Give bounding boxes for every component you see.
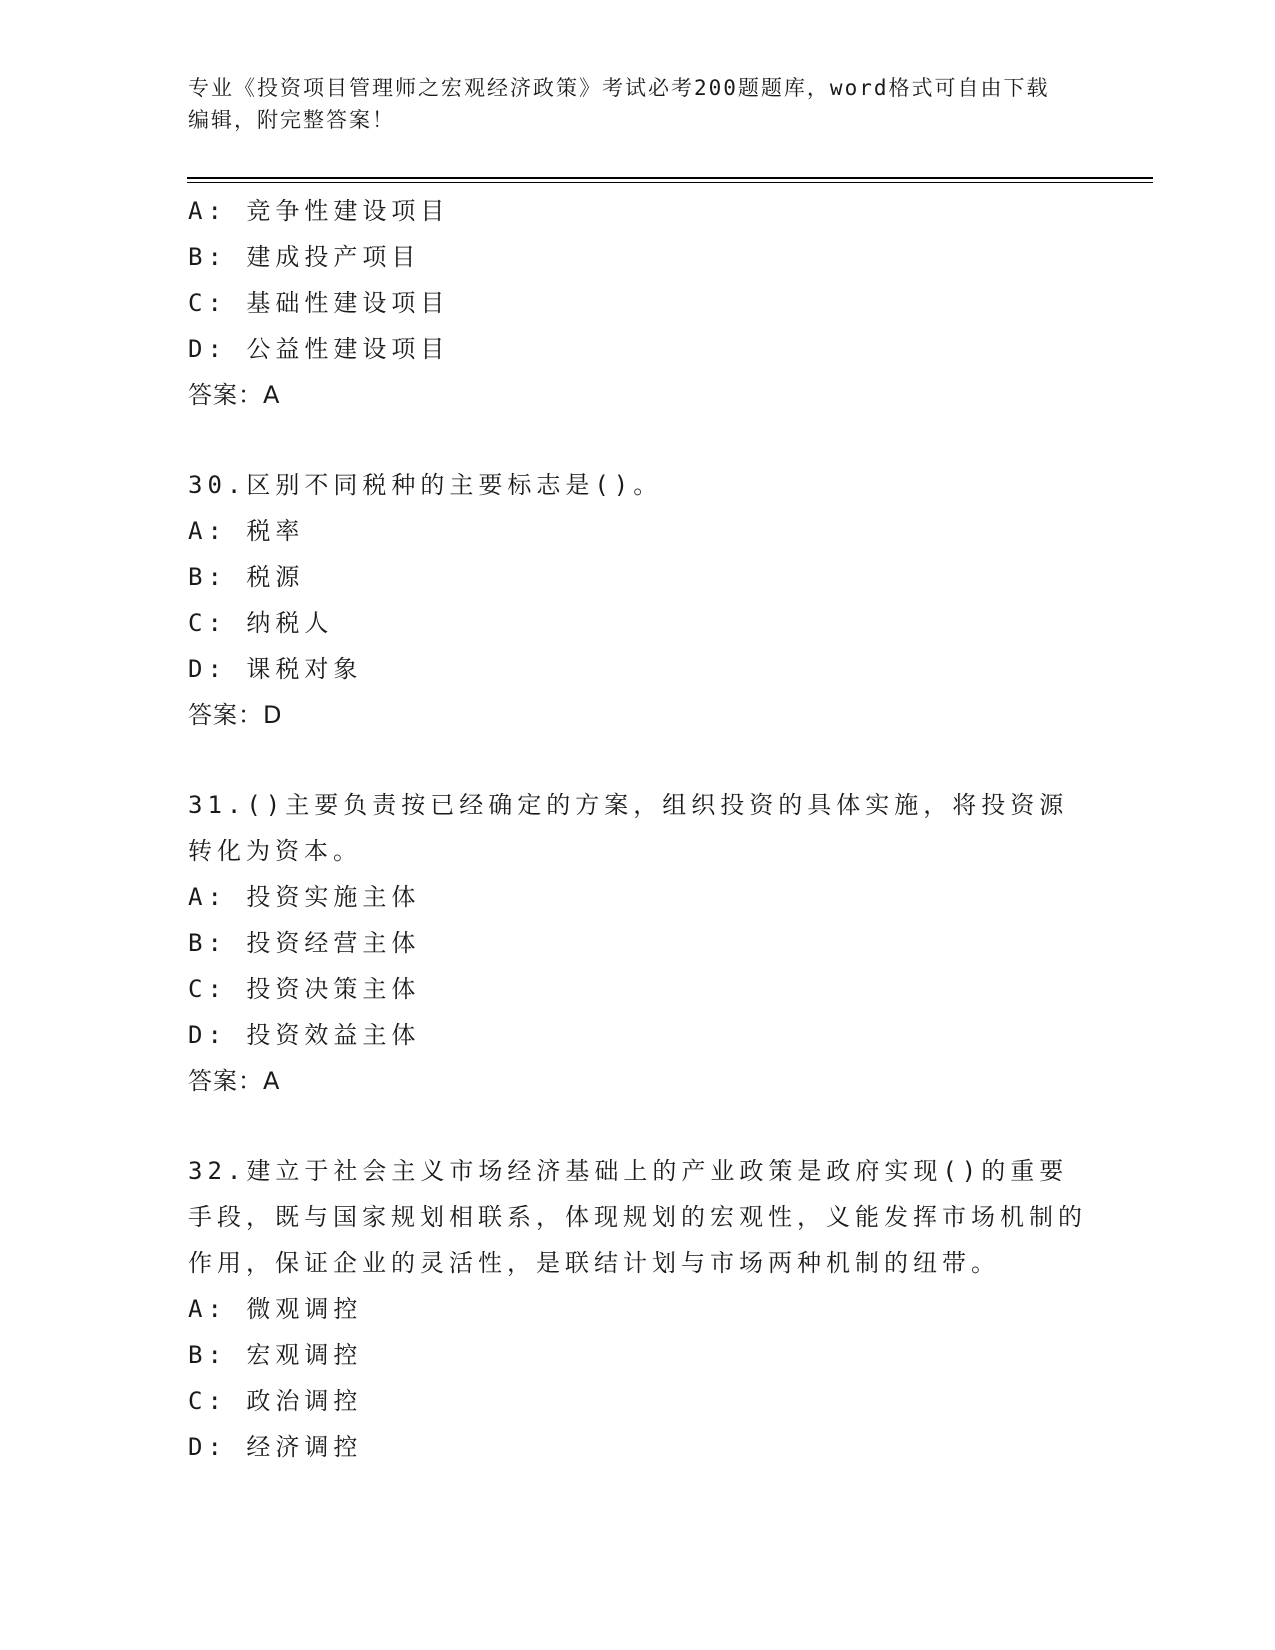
option-b: B: 宏观调控 xyxy=(188,1341,363,1369)
answer: 答案：A xyxy=(188,1067,281,1095)
option-c: C: 纳税人 xyxy=(188,609,334,637)
answer: 答案：A xyxy=(188,381,281,409)
question-text: 32.建立于社会主义市场经济基础上的产业政策是政府实现()的重要手段，既与国家规划相联系，体现规划的宏观性，义能发挥市场机制的作用，保证企业的灵活性，是联结计划与市场两种机制的纽带。 xyxy=(188,1157,1087,1277)
option-b: B: 建成投产项目 xyxy=(188,243,421,271)
option-b: B: 税源 xyxy=(188,563,305,591)
question-31 xyxy=(188,782,1088,1104)
option-b: B: 投资经营主体 xyxy=(188,929,421,957)
option-a: A: 投资实施主体 xyxy=(188,883,421,911)
question-list xyxy=(188,188,1088,1470)
option-c: C: 基础性建设项目 xyxy=(188,289,450,317)
question-32 xyxy=(188,1148,1088,1470)
question-text: 31.()主要负责按已经确定的方案，组织投资的具体实施，将投资源转化为资本。 xyxy=(188,791,1069,865)
answer: 答案：D xyxy=(188,701,283,729)
option-a: A: 竞争性建设项目 xyxy=(188,197,450,225)
option-d: D: 经济调控 xyxy=(188,1433,363,1461)
question-text: 30.区别不同税种的主要标志是()。 xyxy=(188,471,663,499)
header-divider-thin xyxy=(187,182,1153,183)
option-d: D: 课税对象 xyxy=(188,655,363,683)
option-a: A: 税率 xyxy=(188,517,305,545)
option-d: D: 公益性建设项目 xyxy=(188,335,450,363)
option-c: C: 投资决策主体 xyxy=(188,975,421,1003)
option-d: D: 投资效益主体 xyxy=(188,1021,421,1049)
question-30 xyxy=(188,462,1088,738)
option-c: C: 政治调控 xyxy=(188,1387,363,1415)
question-29-continued xyxy=(188,188,1088,418)
document-header: 专业《投资项目管理师之宏观经济政策》考试必考200题题库，word格式可自由下载编辑，附完整答案！ xyxy=(188,76,1050,132)
header-divider-thick xyxy=(187,177,1153,179)
option-a: A: 微观调控 xyxy=(188,1295,363,1323)
